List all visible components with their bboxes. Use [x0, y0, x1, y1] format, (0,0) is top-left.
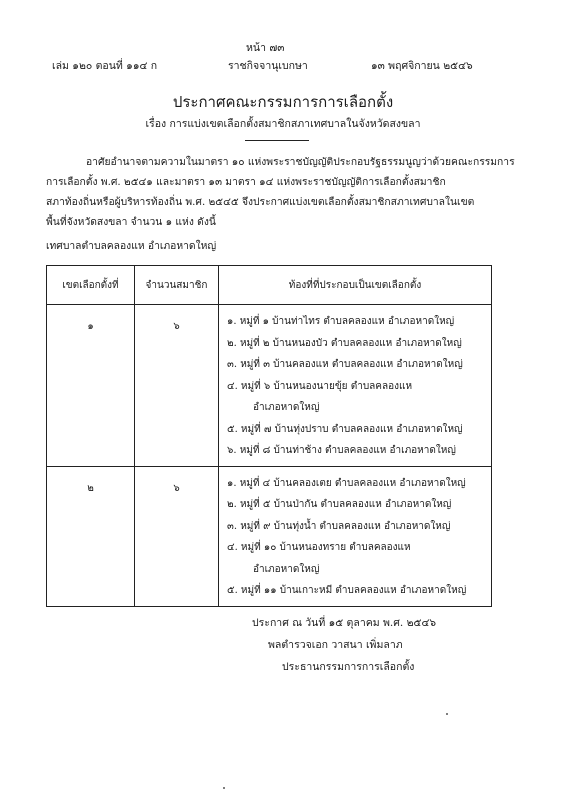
area-item: ๕. หมู่ที่ ๑๑ บ้านเกาะหมี ตำบลคลองแห อำเภอหาดใหญ่	[227, 585, 467, 596]
page-number: หน้า ๗๓	[246, 42, 285, 54]
area-item: ๔. หมู่ที่ ๖ บ้านหนองนายขุ้ย ตำบลคลองแห	[227, 380, 413, 392]
title-divider	[245, 140, 309, 141]
body-line-4: พื้นที่จังหวัดสงขลา จำนวน ๑ แห่ง ดังนี้	[46, 216, 216, 228]
area-item: ๒. หมู่ที่ ๕ บ้านป่ากัน ตำบลคลองแห อำเภอหาดใหญ่	[227, 499, 452, 510]
area-item-continued: อำเภอหาดใหญ่	[253, 402, 320, 413]
zone-areas	[219, 305, 492, 467]
header-areas: ท้องที่ที่ประกอบเป็นเขตเลือกตั้ง	[219, 266, 492, 305]
announcement-title: ประกาศคณะกรรมการการเลือกตั้ง	[172, 93, 394, 111]
member-count: ๖	[135, 466, 219, 606]
area-item: ๓. หมู่ที่ ๓ บ้านคลองแห ตำบลคลองแห อำเภอหาดใหญ่	[227, 359, 463, 370]
zone-number: ๒	[47, 466, 135, 606]
scan-speck	[223, 787, 225, 789]
body-line-2: การเลือกตั้ง พ.ศ. ๒๕๔๑ และมาตรา ๑๓ มาตรา ๑๔ แห่งพระราชบัญญัติการเลือกตั้งสมาชิก	[46, 176, 446, 188]
municipality-name: เทศบาลตำบลคลองแห อำเภอหาดใหญ่	[46, 240, 217, 252]
signatory-name: พลตำรวจเอก วาสนา เพิ่มลาภ	[268, 639, 403, 651]
gazette-name: ราชกิจจานุเบกษา	[228, 60, 308, 72]
body-line-3: สภาท้องถิ่นหรือผู้บริหารท้องถิ่น พ.ศ. ๒๕๔๕ จึงประกาศแบ่งเขตเลือกตั้งสมาชิกสภาเทศบาลในเขต	[46, 196, 475, 208]
announcement-date: ประกาศ ณ วันที่ ๑๕ ตุลาคม พ.ศ. ๒๕๔๖	[252, 617, 437, 629]
body-line-1: อาศัยอำนาจตามความในมาตรา ๑๐ แห่งพระราชบัญญัติประกอบรัฐธรรมนูญว่าด้วยคณะกรรมการ	[86, 156, 515, 168]
area-item-continued: อำเภอหาดใหญ่	[253, 563, 320, 575]
announcement-subject: เรื่อง การแบ่งเขตเลือกตั้งสมาชิกสภาเทศบาลในจังหวัดสงขลา	[145, 118, 421, 130]
zone-number: ๑	[47, 305, 135, 467]
signatory-position: ประธานกรรมการการเลือกตั้ง	[282, 661, 415, 673]
publish-date: ๑๓ พฤศจิกายน ๒๕๔๖	[371, 60, 473, 72]
scan-speck	[446, 713, 448, 715]
area-item: ๖. หมู่ที่ ๘ บ้านท่าช้าง ตำบลคลองแห อำเภอหาดใหญ่	[227, 445, 456, 456]
area-item: ๕. หมู่ที่ ๗ บ้านทุ่งปราบ ตำบลคลองแห อำเภอหาดใหญ่	[227, 423, 463, 435]
table-row	[47, 466, 492, 606]
area-item: ๒. หมู่ที่ ๒ บ้านหนองบัว ตำบลคลองแห อำเภอหาดใหญ่	[227, 337, 462, 349]
header-zone: เขตเลือกตั้งที่	[47, 266, 135, 305]
area-item: ๑. หมู่ที่ ๑ บ้านท่าไทร ตำบลคลองแห อำเภอหาดใหญ่	[227, 316, 455, 327]
table-header-row	[47, 266, 492, 305]
volume-issue: เล่ม ๑๒๐ ตอนที่ ๑๑๔ ก	[52, 60, 158, 72]
member-count: ๖	[135, 305, 219, 467]
electoral-zones-table	[46, 265, 492, 607]
table-row	[47, 305, 492, 467]
area-item: ๓. หมู่ที่ ๙ บ้านทุ่งน้ำ ตำบลคลองแห อำเภอหาดใหญ่	[227, 520, 451, 532]
header-members: จำนวนสมาชิก	[135, 266, 219, 305]
area-item: ๔. หมู่ที่ ๑๐ บ้านหนองทราย ตำบลคลองแห	[227, 542, 411, 553]
area-item: ๑. หมู่ที่ ๔ บ้านคลองเตย ตำบลคลองแห อำเภอหาดใหญ่	[227, 477, 466, 489]
zone-areas	[219, 466, 492, 606]
